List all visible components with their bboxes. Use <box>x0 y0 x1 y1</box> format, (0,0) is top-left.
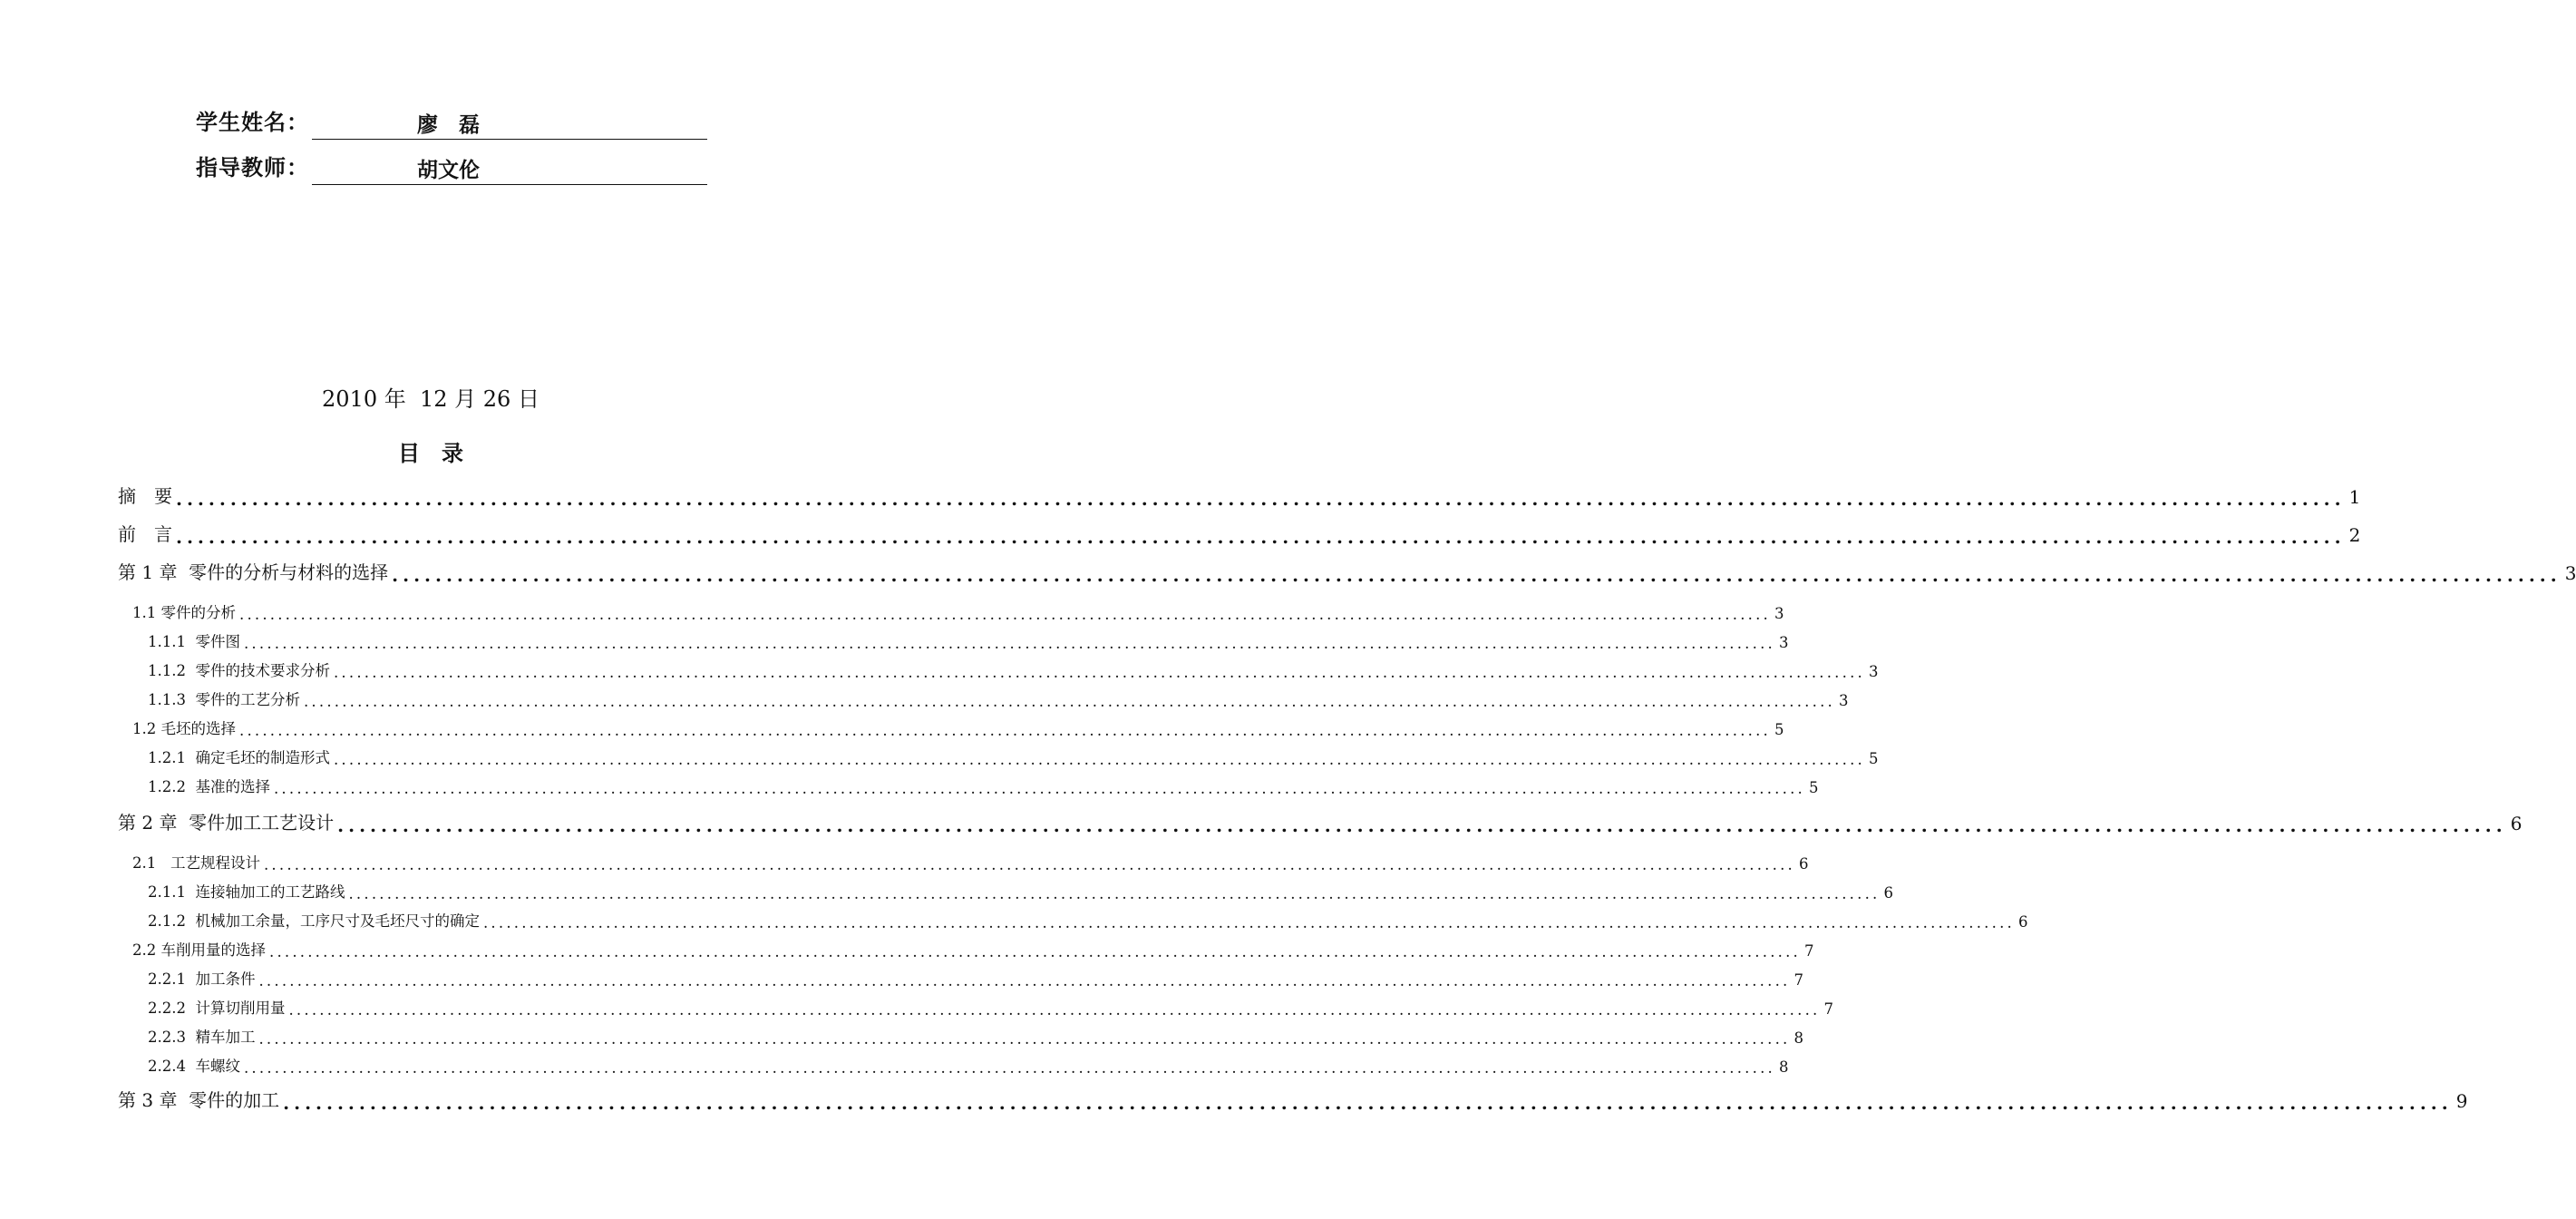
toc-dot-leader: ........................................................................................................................................................................................................ <box>288 1000 1821 1019</box>
toc-dot-leader: ........................................................................................................................................................................................................ <box>243 1058 1775 1077</box>
toc-entry-label: 2.2.1 加工条件 <box>148 970 256 988</box>
toc-dot-leader: ........................................................................................................................................................................................................ <box>273 779 1805 797</box>
toc-dot-leader: ........................................................................................................................................................................................................ <box>239 721 1771 739</box>
toc-entry[interactable] <box>148 907 2028 931</box>
toc-dot-leader: ........................................................................................................................................................................................................ <box>482 913 2015 931</box>
toc-dot-leader: ........................................................................................................................................................................................................ <box>239 605 1771 623</box>
toc-dot-leader: ........................................................................................................................................................................................................ <box>176 526 2346 548</box>
toc-entry[interactable] <box>148 686 1849 710</box>
toc-entry-page: 3 <box>1838 692 1849 709</box>
toc-entry-label: 1.2 毛坯的选择 <box>132 720 236 737</box>
toc-entry-page: 6 <box>2510 813 2523 834</box>
toc-dot-leader: ........................................................................................................................................................................................................ <box>269 942 1801 961</box>
toc-entry-page: 2 <box>2348 524 2361 546</box>
document-date: 2010 年 12 月 26 日 <box>322 386 540 412</box>
toc-entry-page: 6 <box>1883 884 1893 902</box>
toc-dot-leader: ........................................................................................................................................................................................................ <box>243 634 1775 652</box>
toc-dot-leader: ........................................................................................................................................................................................................ <box>333 750 1865 768</box>
toc-entry[interactable] <box>148 657 1879 681</box>
toc-entry-label: 2.2.4 车螺纹 <box>148 1058 240 1075</box>
toc-entry-page: 7 <box>1823 1000 1833 1018</box>
toc-entry[interactable] <box>148 773 1819 797</box>
toc-dot-leader: ........................................................................................................................................................................................................ <box>258 971 1791 990</box>
toc-entry[interactable] <box>148 965 1803 990</box>
toc-dot-leader: ........................................................................................................................................................................................................ <box>333 663 1865 681</box>
advisor-label: 指导教师： <box>196 154 309 180</box>
toc-entry-page: 8 <box>1778 1058 1789 1076</box>
toc-entry[interactable] <box>148 1023 1803 1048</box>
toc-entry[interactable] <box>118 561 2576 586</box>
toc-entry-label: 2.1.1 连接轴加工的工艺路线 <box>148 883 345 901</box>
toc-entry-label: 1.1 零件的分析 <box>132 604 236 621</box>
toc-entry-label: 第 1 章 零件的分析与材料的选择 <box>118 561 389 583</box>
toc-entry-page: 5 <box>1774 721 1784 738</box>
toc-entry[interactable] <box>118 522 2361 548</box>
student-name-value: 廖 磊 <box>417 112 480 137</box>
toc-entry[interactable] <box>148 744 1879 768</box>
toc-entry-page: 9 <box>2455 1090 2468 1112</box>
toc-entry-page: 6 <box>1798 855 1809 873</box>
toc-entry-page: 7 <box>1793 971 1803 989</box>
toc-entry[interactable] <box>118 811 2523 836</box>
toc-entry[interactable] <box>132 849 1809 873</box>
toc-entry-page: 3 <box>1778 634 1789 651</box>
toc-entry-page: 7 <box>1803 942 1814 960</box>
toc-dot-leader: ........................................................................................................................................................................................................ <box>263 855 1795 873</box>
toc-entry[interactable] <box>132 599 1784 623</box>
toc-dot-leader: ........................................................................................................................................................................................................ <box>348 884 1881 902</box>
toc-entry[interactable] <box>118 484 2361 510</box>
toc-entry-label: 摘 要 <box>118 485 172 507</box>
toc-dot-leader: ........................................................................................................................................................................................................ <box>258 1029 1791 1048</box>
toc-entry-label: 2.1.2 机械加工余量，工序尺寸及毛坯尺寸的确定 <box>148 912 480 930</box>
toc-entry-page: 5 <box>1808 779 1819 796</box>
toc-entry-label: 1.1.2 零件的技术要求分析 <box>148 662 330 679</box>
toc-entry-label: 2.1 工艺规程设计 <box>132 854 260 872</box>
toc-entry-label: 2.2 车削用量的选择 <box>132 941 266 959</box>
toc-entry[interactable] <box>148 628 1789 652</box>
toc-entry-page: 8 <box>1793 1029 1803 1047</box>
toc-dot-leader: ........................................................................................................................................................................................................ <box>303 692 1835 710</box>
toc-entry[interactable] <box>148 878 1893 902</box>
toc-entry-label: 前 言 <box>118 523 172 545</box>
toc-entry-page: 3 <box>2564 562 2576 584</box>
toc-dot-leader: ........................................................................................................................................................................................................ <box>176 488 2346 510</box>
toc-dot-leader: ........................................................................................................................................................................................................ <box>283 1092 2453 1114</box>
toc-entry-label: 2.2.2 计算切削用量 <box>148 1000 286 1017</box>
toc-entry-label: 1.1.1 零件图 <box>148 633 240 650</box>
toc-entry[interactable] <box>132 936 1814 961</box>
toc-entry-label: 第 2 章 零件加工工艺设计 <box>118 812 335 834</box>
toc-entry[interactable] <box>118 1088 2468 1114</box>
toc-title: 目 录 <box>398 440 463 466</box>
toc-dot-leader: ........................................................................................................................................................................................................ <box>392 564 2561 586</box>
toc-entry-label: 2.2.3 精车加工 <box>148 1029 256 1046</box>
toc-entry-page: 1 <box>2348 486 2361 508</box>
toc-entry-label: 1.1.3 零件的工艺分析 <box>148 691 300 708</box>
toc-entry-page: 3 <box>1868 663 1879 680</box>
toc-entry[interactable] <box>148 1052 1789 1077</box>
toc-entry-label: 第 3 章 零件的加工 <box>118 1089 280 1111</box>
toc-entry-label: 1.2.2 基准的选择 <box>148 778 270 795</box>
advisor-value: 胡文伦 <box>417 158 480 182</box>
toc-entry[interactable] <box>132 715 1784 739</box>
student-name-label: 学生姓名： <box>196 109 309 135</box>
toc-entry-page: 3 <box>1774 605 1784 622</box>
toc-entry[interactable] <box>148 994 1833 1019</box>
toc-entry-label: 1.2.1 确定毛坯的制造形式 <box>148 749 330 766</box>
toc-dot-leader: ........................................................................................................................................................................................................ <box>337 814 2507 836</box>
toc-entry-page: 5 <box>1868 750 1879 767</box>
toc-entry-page: 6 <box>2017 913 2028 931</box>
